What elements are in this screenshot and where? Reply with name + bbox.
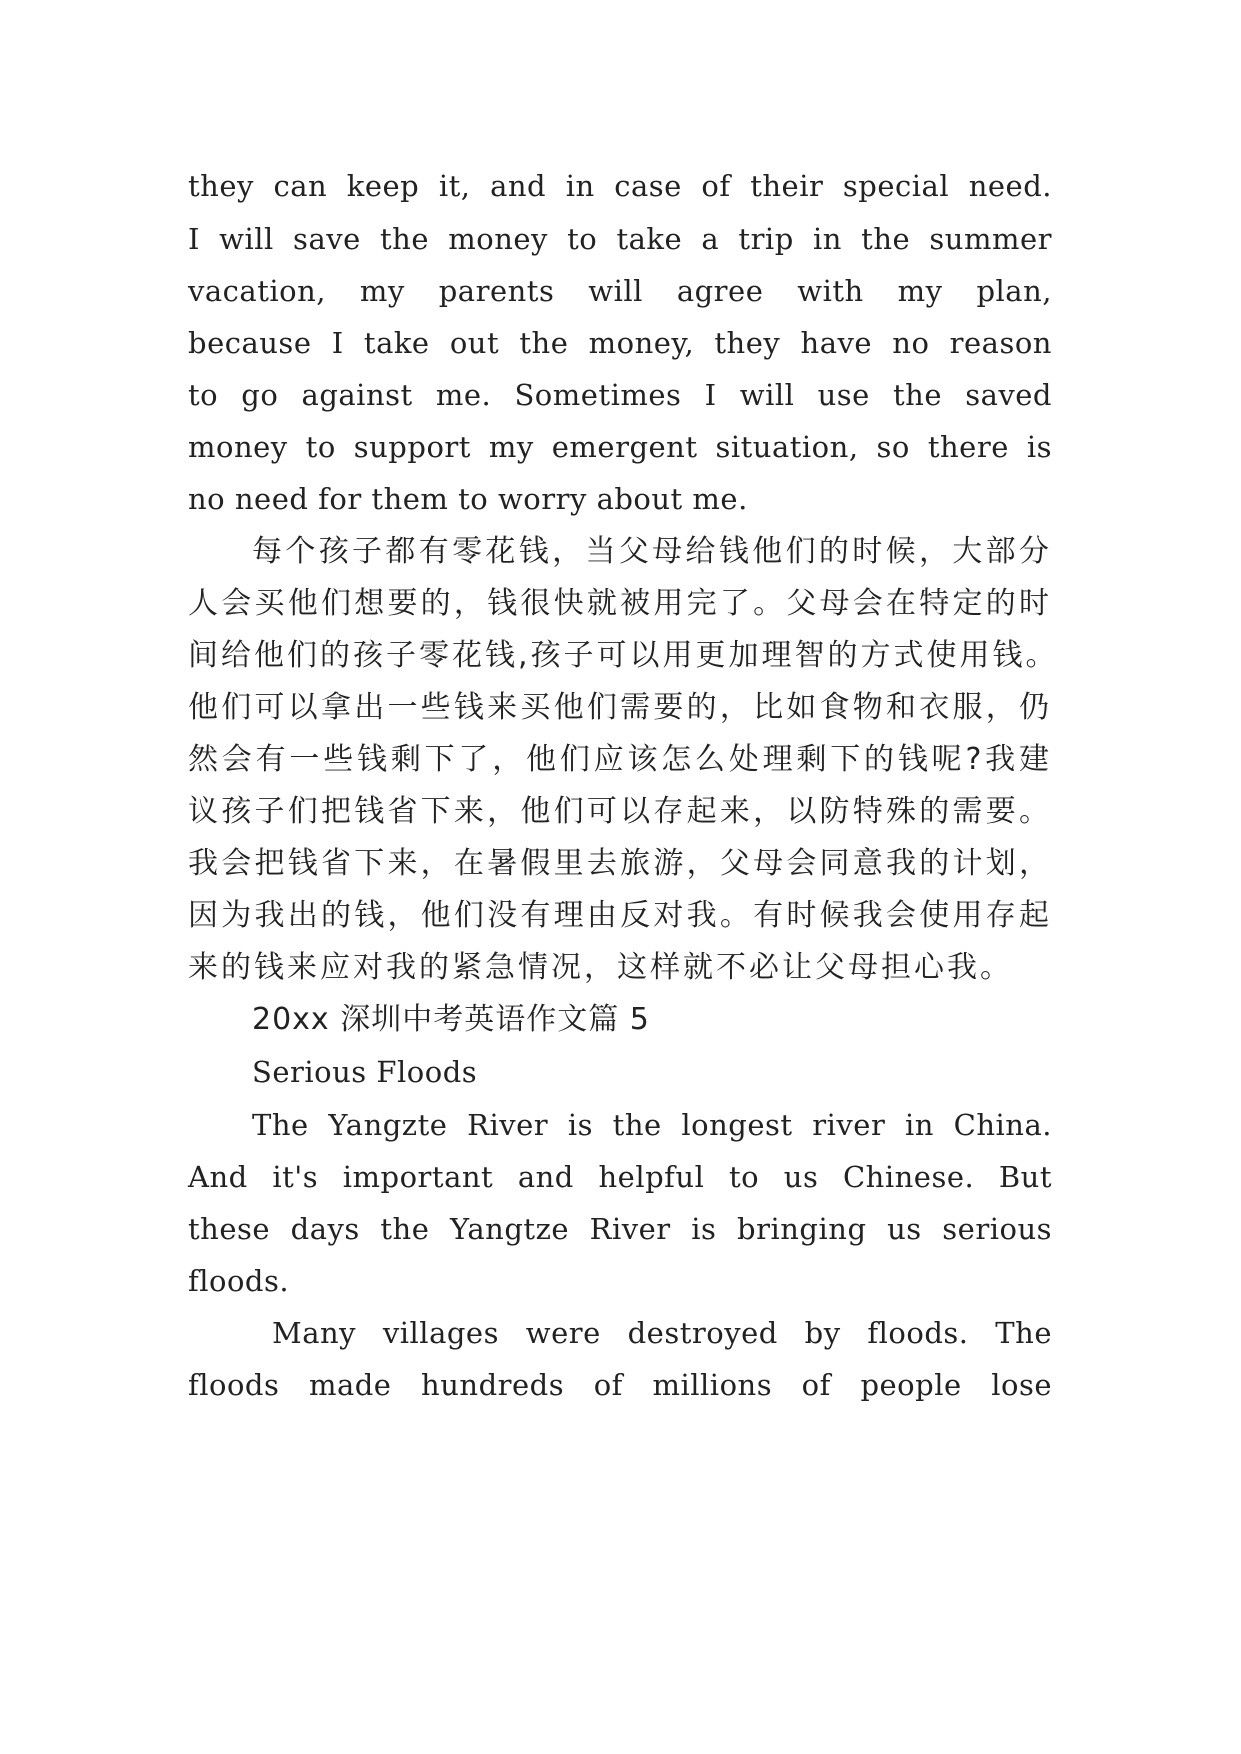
text-line: floods. [188,1264,290,1298]
essay-title: Serious Floods [252,1055,478,1089]
text-line: And it's important and helpful to us Chinese. But [188,1160,1052,1194]
text-line: floods made hundreds of millions of people lose [188,1368,1052,1402]
text-line: I will save the money to take a trip in the summer [188,222,1052,256]
text-line: 然会有一些钱剩下了，他们应该怎么处理剩下的钱呢?我建 [188,742,1052,777]
text-line: The Yangzte River is the longest river in China. [252,1108,1052,1142]
text-line: 每个孩子都有零花钱，当父母给钱他们的时候，大部分 [252,534,1052,569]
section-heading: 20xx 深圳中考英语作文篇 5 [252,1002,650,1037]
text-line: these days the Yangtze River is bringing us serious [188,1212,1052,1246]
text-line: 来的钱来应对我的紧急情况，这样就不必让父母担心我。 [188,950,1013,985]
text-line: Many villages were destroyed by floods. The [272,1316,1052,1350]
text-line: to go against me. Sometimes I will use the saved [188,378,1052,412]
text-line: no need for them to worry about me. [188,482,748,516]
text-line: 我会把钱省下来，在暑假里去旅游，父母会同意我的计划， [188,846,1052,881]
text-line: because I take out the money, they have no reason [188,326,1052,360]
text-line: 因为我出的钱，他们没有理由反对我。有时候我会使用存起 [188,898,1052,933]
text-line: 他们可以拿出一些钱来买他们需要的，比如食物和衣服，仍 [188,690,1052,725]
text-line: they can keep it, and in case of their special need. [188,169,1052,203]
text-line: 人会买他们想要的，钱很快就被用完了。父母会在特定的时 [188,586,1052,621]
text-line: 间给他们的孩子零花钱,孩子可以用更加理智的方式使用钱。 [188,638,1059,673]
text-line: 议孩子们把钱省下来，他们可以存起来，以防特殊的需要。 [188,794,1052,829]
text-line: money to support my emergent situation, so there is [188,430,1052,464]
text-line: vacation, my parents will agree with my plan, [188,274,1052,308]
